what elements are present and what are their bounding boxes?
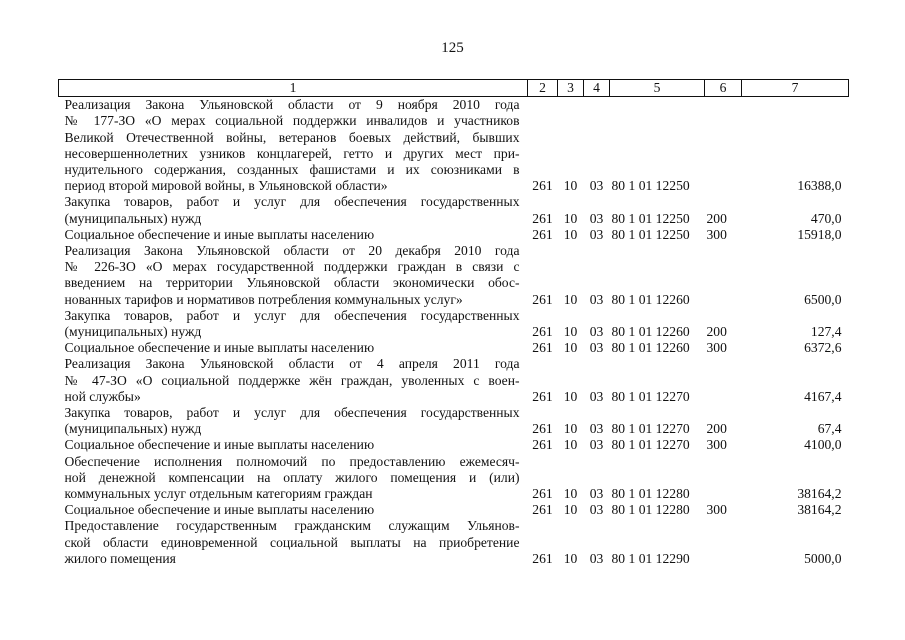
- cell-target-article: 80 1 01 12250: [611, 178, 690, 194]
- cell-code: 261: [532, 550, 553, 566]
- cell-amount: 67,4: [817, 421, 842, 437]
- cell-code: 261: [532, 291, 553, 307]
- row-description: [59, 518, 528, 567]
- table-row: [59, 502, 849, 518]
- table-row: [59, 340, 849, 356]
- table-row: [59, 243, 849, 308]
- cell-target-article: 80 1 01 12270: [611, 437, 690, 453]
- table-row: [59, 308, 849, 340]
- cell-subsection: 03: [589, 502, 604, 518]
- description-line: № 226-ЗО «О мерах государственной поддержки граждан в связи с: [64, 259, 520, 275]
- cell-subsection: 03: [589, 388, 604, 404]
- description-line: Закупка товаров, работ и услуг для обеспечения государственных: [64, 307, 520, 323]
- description-line: жилого помещения: [64, 550, 176, 566]
- description-line: Социальное обеспечение и иные выплаты населению: [64, 502, 375, 518]
- cell-section: 10: [563, 226, 578, 242]
- table-row: [59, 437, 849, 453]
- cell-section: 10: [563, 178, 578, 194]
- description-line: Предоставление государственным гражданским служащим Ульянов-: [64, 518, 520, 534]
- cell-code: 261: [532, 437, 553, 453]
- description-line: ной денежной компенсации на оплату жилого помещения и (или): [64, 469, 520, 485]
- table-row: [59, 97, 849, 195]
- cell-amount: 5000,0: [804, 550, 842, 566]
- cell-code: 261: [532, 421, 553, 437]
- cell-expense-type: [705, 454, 742, 503]
- cell-target-article: 80 1 01 12280: [611, 486, 690, 502]
- table-row: [59, 227, 849, 243]
- description-line: Закупка товаров, работ и услуг для обеспечения государственных: [64, 405, 520, 421]
- description-line: Великой Отечественной войны, ветеранов боевых действий, бывших: [64, 129, 520, 145]
- cell-amount: 470,0: [810, 210, 842, 226]
- cell-expense-type: [705, 356, 742, 405]
- cell-subsection: 03: [589, 437, 604, 453]
- cell-section: 10: [563, 502, 578, 518]
- cell-section: 10: [563, 550, 578, 566]
- cell-target-article: 80 1 01 12250: [611, 226, 690, 242]
- cell-expense-type: 300: [706, 502, 727, 518]
- cell-amount: 6500,0: [804, 291, 842, 307]
- header-col-1: 1: [59, 80, 528, 97]
- cell-amount: 15918,0: [797, 226, 842, 242]
- cell-amount: 127,4: [810, 324, 842, 340]
- table-header-row: [59, 80, 849, 97]
- description-line: ской области единовременной социальной выплаты на приобретение: [64, 534, 520, 550]
- description-line: № 47-ЗО «О социальной поддержке жён граждан, уволенных с воен-: [64, 372, 520, 388]
- description-line: Социальное обеспечение и иные выплаты населению: [64, 340, 375, 356]
- header-col-2: 2: [528, 80, 558, 97]
- description-line: введением на территории Ульяновской области экономически обос-: [64, 275, 520, 291]
- cell-target-article: 80 1 01 12260: [611, 324, 690, 340]
- cell-target-article: 80 1 01 12270: [611, 388, 690, 404]
- cell-section: 10: [563, 291, 578, 307]
- row-description: [59, 502, 528, 518]
- header-col-7: 7: [742, 80, 849, 97]
- cell-code: 261: [532, 486, 553, 502]
- cell-expense-type: 200: [706, 324, 727, 340]
- cell-subsection: 03: [589, 486, 604, 502]
- cell-target-article: 80 1 01 12270: [611, 421, 690, 437]
- description-line: Закупка товаров, работ и услуг для обеспечения государственных: [64, 194, 520, 210]
- cell-target-article: 80 1 01 12250: [611, 210, 690, 226]
- table-row: [59, 356, 849, 405]
- row-description: [59, 405, 528, 437]
- cell-target-article: 80 1 01 12260: [611, 291, 690, 307]
- cell-section: 10: [563, 324, 578, 340]
- cell-section: 10: [563, 421, 578, 437]
- cell-amount: 16388,0: [797, 178, 842, 194]
- header-col-6: 6: [705, 80, 742, 97]
- table-row: [59, 194, 849, 226]
- table-row: [59, 405, 849, 437]
- cell-code: 261: [532, 388, 553, 404]
- cell-section: 10: [563, 388, 578, 404]
- cell-expense-type: 300: [706, 226, 727, 242]
- table-row: [59, 454, 849, 503]
- description-line: коммунальных услуг отдельным категориям граждан: [64, 486, 373, 502]
- cell-subsection: 03: [589, 226, 604, 242]
- cell-code: 261: [532, 178, 553, 194]
- description-line: Реализация Закона Ульяновской области от 20 декабря 2010 года: [64, 243, 520, 259]
- cell-section: 10: [563, 486, 578, 502]
- cell-subsection: 03: [589, 421, 604, 437]
- row-description: [59, 243, 528, 308]
- description-line: Социальное обеспечение и иные выплаты населению: [64, 437, 375, 453]
- description-line: (муниципальных) нужд: [64, 210, 202, 226]
- description-line: (муниципальных) нужд: [64, 421, 202, 437]
- cell-amount: 38164,2: [797, 486, 842, 502]
- description-line: Социальное обеспечение и иные выплаты населению: [64, 226, 375, 242]
- cell-subsection: 03: [589, 291, 604, 307]
- cell-section: 10: [563, 340, 578, 356]
- cell-code: 261: [532, 210, 553, 226]
- description-line: Обеспечение исполнения полномочий по предоставлению ежемесяч-: [64, 453, 520, 469]
- row-description: [59, 454, 528, 503]
- cell-amount: 6372,6: [804, 340, 842, 356]
- row-description: [59, 356, 528, 405]
- cell-amount: 38164,2: [797, 502, 842, 518]
- description-line: Реализация Закона Ульяновской области от 4 апреля 2011 года: [64, 356, 520, 372]
- page-number: 125: [441, 40, 464, 56]
- row-description: [59, 308, 528, 340]
- cell-subsection: 03: [589, 340, 604, 356]
- cell-target-article: 80 1 01 12280: [611, 502, 690, 518]
- cell-code: 261: [532, 324, 553, 340]
- description-line: нованных тарифов и нормативов потребления коммунальных услуг»: [64, 291, 463, 307]
- cell-expense-type: 300: [706, 340, 727, 356]
- cell-expense-type: [705, 97, 742, 195]
- description-line: несовершеннолетних узников концлагерей, гетто и других мест при-: [64, 145, 520, 161]
- cell-amount: 4100,0: [804, 437, 842, 453]
- cell-code: 261: [532, 226, 553, 242]
- cell-section: 10: [563, 210, 578, 226]
- cell-expense-type: 200: [706, 210, 727, 226]
- cell-section: 10: [563, 437, 578, 453]
- row-description: [59, 227, 528, 243]
- description-line: Реализация Закона Ульяновской области от 9 ноября 2010 года: [64, 97, 520, 113]
- header-col-5: 5: [610, 80, 705, 97]
- row-description: [59, 340, 528, 356]
- table-body: [59, 97, 849, 567]
- cell-expense-type: 300: [706, 437, 727, 453]
- cell-subsection: 03: [589, 210, 604, 226]
- cell-amount: 4167,4: [804, 388, 842, 404]
- cell-target-article: 80 1 01 12290: [611, 550, 690, 566]
- description-line: № 177-ЗО «О мерах социальной поддержки инвалидов и участников: [64, 113, 520, 129]
- table-row: [59, 518, 849, 567]
- row-description: [59, 437, 528, 453]
- cell-expense-type: [705, 243, 742, 308]
- cell-subsection: 03: [589, 324, 604, 340]
- cell-code: 261: [532, 502, 553, 518]
- cell-subsection: 03: [589, 178, 604, 194]
- row-description: [59, 97, 528, 195]
- budget-table: [58, 79, 849, 567]
- row-description: [59, 194, 528, 226]
- cell-target-article: 80 1 01 12260: [611, 340, 690, 356]
- cell-expense-type: 200: [706, 421, 727, 437]
- cell-subsection: 03: [589, 550, 604, 566]
- header-col-4: 4: [584, 80, 610, 97]
- cell-code: 261: [532, 340, 553, 356]
- cell-expense-type: [705, 518, 742, 567]
- description-line: ной службы»: [64, 388, 141, 404]
- description-line: нудительного содержания, созданных фашистами и их союзниками в: [64, 162, 520, 178]
- header-col-3: 3: [558, 80, 584, 97]
- description-line: (муниципальных) нужд: [64, 324, 202, 340]
- description-line: период второй мировой войны, в Ульяновской области»: [64, 178, 388, 194]
